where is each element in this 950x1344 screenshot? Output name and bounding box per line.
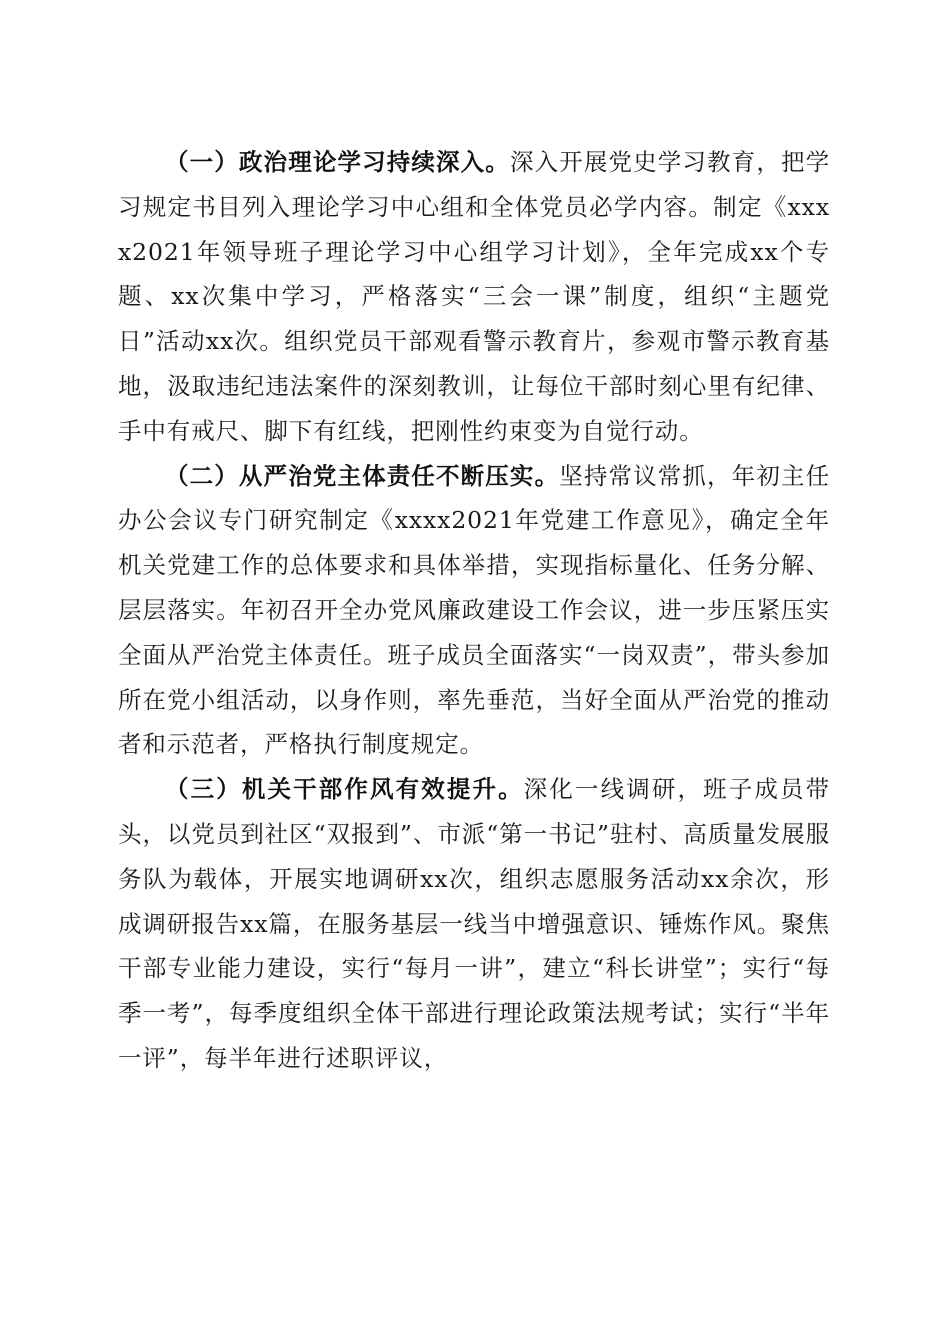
paragraph-3-body: 深化一线调研，班子成员带头，以党员到社区“双报到”、市派“第一书记”驻村、高质量发展服务队为载体，开展实地调研xx次，组织志愿服务活动xx余次，形成调研报告xx篇，在服务基层一线当中增强意识、锤炼作风。聚焦干部专业能力建设，实行“每月一讲”，建立“科长讲堂”；实行“每季一考”，每季度组织全体干部进行理论政策法规考试；实行“半年一评”，每半年进行述职评议，	[118, 775, 830, 1072]
paragraph-2	[118, 454, 830, 768]
document-body	[118, 140, 830, 1081]
paragraph-1	[118, 140, 830, 454]
paragraph-2-heading: （二）从严治党主体责任不断压实。	[165, 461, 560, 490]
paragraph-3-heading: （三）机关干部作风有效提升。	[165, 775, 524, 804]
paragraph-1-heading: （一）政治理论学习持续深入。	[165, 148, 510, 176]
paragraph-3	[118, 767, 830, 1081]
paragraph-2-body: 坚持常议常抓，年初主任办公会议专门研究制定《xxxx2021年党建工作意见》，确定全年机关党建工作的总体要求和具体举措，实现指标量化、任务分解、层层落实。年初召开全办党风廉政建设工作会议，进一步压紧压实全面从严治党主体责任。班子成员全面落实“一岗双责”，带头参加所在党小组活动，以身作则，率先垂范，当好全面从严治党的推动者和示范者，严格执行制度规定。	[118, 461, 830, 759]
paragraph-1-body: 深入开展党史学习教育，把学习规定书目列入理论学习中心组和全体党员必学内容。制定《xxxx2021年领导班子理论学习中心组学习计划》，全年完成xx个专题、xx次集中学习，严格落实“三会一课”制度，组织“主题党日”活动xx次。组织党员干部观看警示教育片，参观市警示教育基地，汲取违纪违法案件的深刻教训，让每位干部时刻心里有纪律、手中有戒尺、脚下有红线，把刚性约束变为自觉行动。	[118, 148, 830, 445]
